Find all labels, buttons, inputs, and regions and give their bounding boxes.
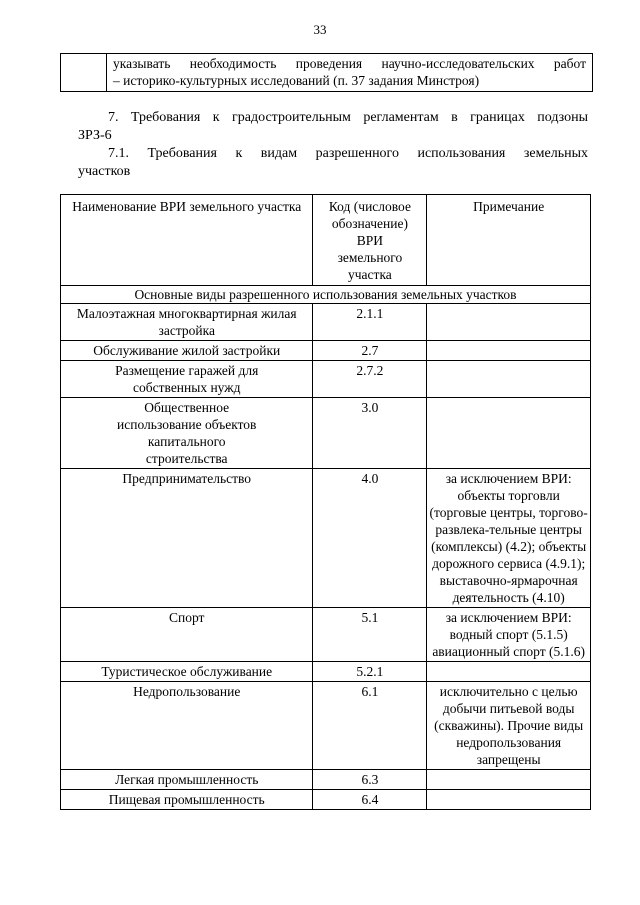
heading-line: участков bbox=[78, 164, 131, 179]
table-row bbox=[61, 304, 591, 341]
table-row bbox=[61, 469, 591, 608]
table-row bbox=[61, 341, 591, 361]
row-code: 2.7.2 bbox=[313, 361, 427, 398]
page-number: 33 bbox=[313, 22, 327, 37]
heading-line: ЗРЗ-6 bbox=[78, 128, 112, 143]
table-row bbox=[61, 398, 591, 469]
row-note bbox=[427, 304, 591, 341]
row-note bbox=[427, 341, 591, 361]
section-heading-7 bbox=[78, 109, 588, 145]
row-name: Легкая промышленность bbox=[61, 770, 313, 790]
land-use-table bbox=[60, 194, 591, 810]
header-name: Наименование ВРИ земельного участка bbox=[61, 195, 313, 286]
row-name: Обслуживание жилой застройки bbox=[61, 341, 313, 361]
row-code: 6.3 bbox=[313, 770, 427, 790]
table-row bbox=[61, 790, 591, 810]
section-heading-7-1 bbox=[78, 145, 588, 181]
table-cell bbox=[61, 54, 107, 92]
row-note bbox=[427, 662, 591, 682]
row-code: 5.2.1 bbox=[313, 662, 427, 682]
table-row bbox=[61, 662, 591, 682]
heading-line: 7.1. Требования к видам разрешенного использования земельных bbox=[108, 146, 588, 161]
section-title: Основные виды разрешенного использования земельных участков bbox=[61, 286, 591, 304]
continuation-table bbox=[60, 53, 593, 92]
row-name: Предпринимательство bbox=[61, 469, 313, 608]
row-code: 6.4 bbox=[313, 790, 427, 810]
header-note: Примечание bbox=[427, 195, 591, 286]
row-code: 3.0 bbox=[313, 398, 427, 469]
row-name: Размещение гаражей для собственных нужд bbox=[61, 361, 313, 398]
row-note: за исключением ВРИ: водный спорт (5.1.5) авиационный спорт (5.1.6) bbox=[427, 608, 591, 662]
row-name: Малоэтажная многоквартирная жилая застройка bbox=[61, 304, 313, 341]
continuation-text bbox=[107, 54, 593, 92]
row-code: 2.7 bbox=[313, 341, 427, 361]
row-note: исключительно с целью добычи питьевой воды (скважины). Прочие виды недропользования запрещены bbox=[427, 682, 591, 770]
table-row bbox=[61, 361, 591, 398]
row-name: Туристическое обслуживание bbox=[61, 662, 313, 682]
row-note bbox=[427, 398, 591, 469]
row-code: 6.1 bbox=[313, 682, 427, 770]
row-note bbox=[427, 790, 591, 810]
section-row bbox=[61, 286, 591, 304]
row-note bbox=[427, 770, 591, 790]
header-code: Код (числовое обозначение) ВРИ земельного участка bbox=[313, 195, 427, 286]
heading-line: 7. Требования к градостроительным регламентам в границах подзоны bbox=[108, 110, 588, 125]
row-name: Недропользование bbox=[61, 682, 313, 770]
row-code: 4.0 bbox=[313, 469, 427, 608]
row-code: 5.1 bbox=[313, 608, 427, 662]
table-row bbox=[61, 770, 591, 790]
row-note bbox=[427, 361, 591, 398]
row-name: Пищевая промышленность bbox=[61, 790, 313, 810]
table-header-row bbox=[61, 195, 591, 286]
row-name: Общественное использование объектов капитального строительства bbox=[61, 398, 313, 469]
row-name: Спорт bbox=[61, 608, 313, 662]
table-row bbox=[61, 54, 593, 92]
row-note: за исключением ВРИ: объекты торговли (торговые центры, торгово-развлека-тельные центры (комплексы) (4.2); объекты дорожного сервиса (4.9.1); выставочно-ярмарочная деятельность (4.10) bbox=[427, 469, 591, 608]
continuation-line: – историко-культурных исследований (п. 37 задания Минстроя) bbox=[113, 73, 480, 88]
table-row bbox=[61, 608, 591, 662]
table-row bbox=[61, 682, 591, 770]
row-code: 2.1.1 bbox=[313, 304, 427, 341]
continuation-line: указывать необходимость проведения научно-исследовательских работ bbox=[113, 56, 586, 71]
